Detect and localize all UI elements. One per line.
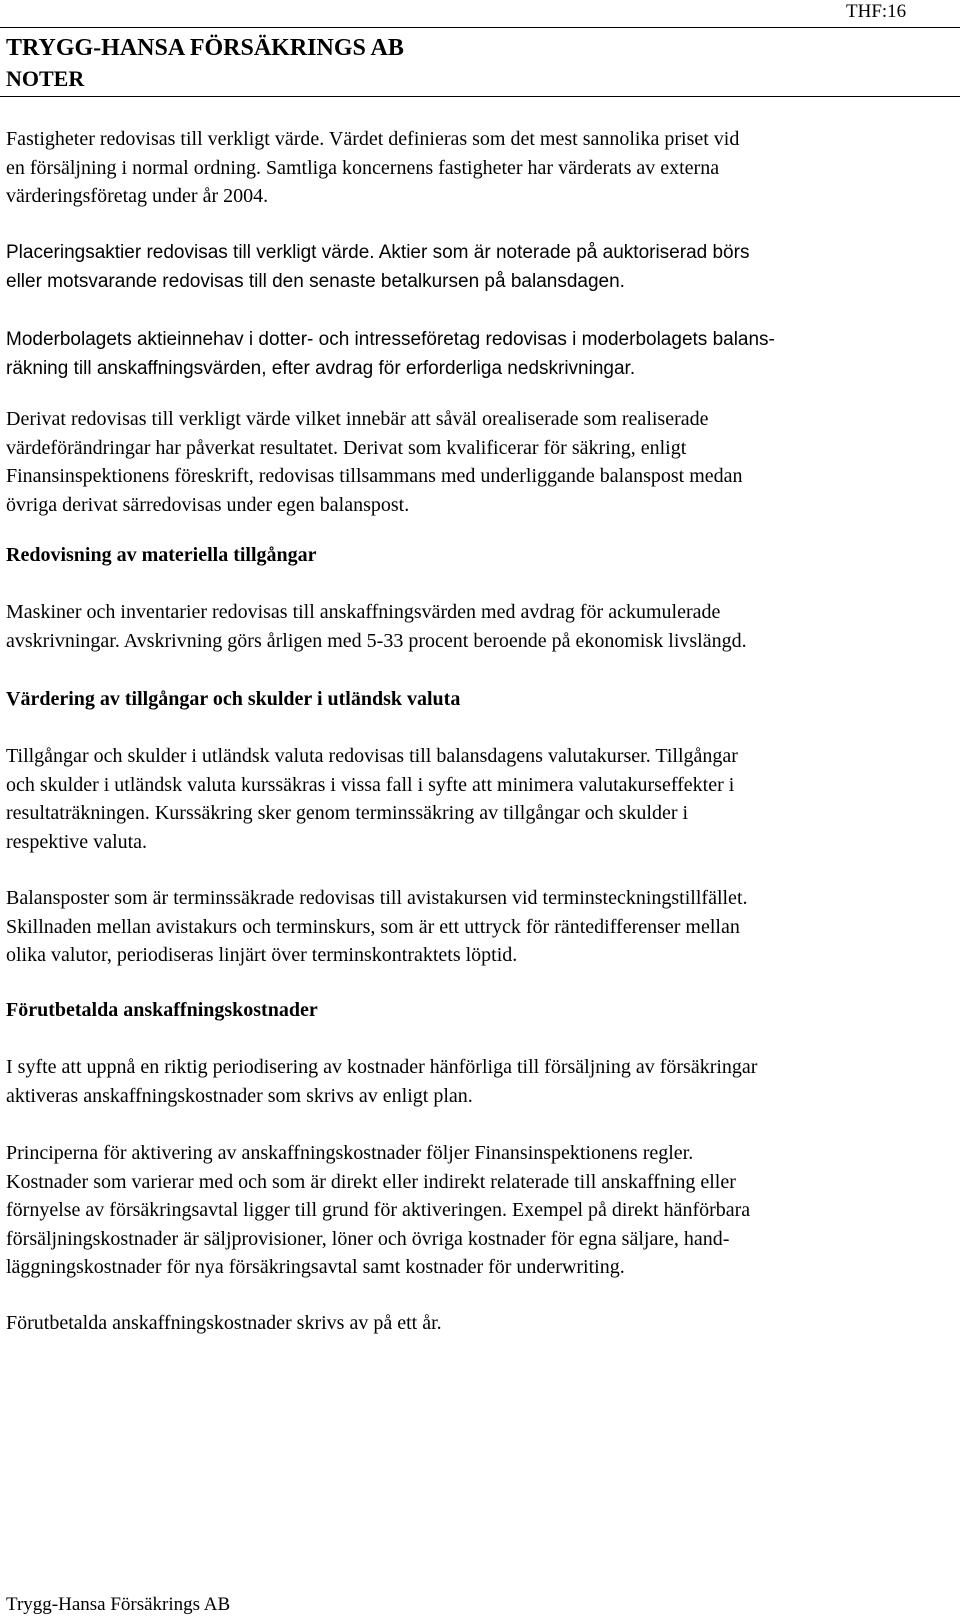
text-line: försäljningskostnader är säljprovisioner, löner och övriga kostnader för egna säljare, hand- — [6, 1227, 730, 1250]
paragraph-equipment — [6, 598, 954, 655]
paragraph-subsidiaries — [6, 326, 954, 383]
paragraph-forward-hedging — [6, 884, 954, 970]
text-line: Fastigheter redovisas till verkligt värde. Värdet definieras som det mest sannolika priset vid — [6, 128, 740, 150]
text-line: Principerna för aktivering av anskaffningskostnader följer Finansinspektionens regler. — [6, 1142, 694, 1164]
text-line: värdeförändringar har påverkat resultatet. Derivat som kvalificerar för säkring, enligt — [6, 436, 687, 459]
text-line: Kostnader som varierar med och som är direkt eller indirekt relaterade till anskaffning eller — [6, 1170, 736, 1193]
company-name: TRYGG-HANSA FÖRSÄKRINGS AB — [6, 35, 404, 61]
heading-foreign-currency: Värdering av tillgångar och skulder i utländsk valuta — [6, 688, 461, 710]
text-line: Derivat redovisas till verkligt värde vilket innebär att såväl orealiserade som realiserade — [6, 408, 709, 430]
text-line: Placeringsaktier redovisas till verkligt värde. Aktier som är noterade på auktoriserad börs — [6, 242, 750, 263]
text-line: värderingsföretag under år 2004. — [6, 185, 269, 207]
text-line: olika valutor, periodiseras linjärt över terminskontraktets löptid. — [6, 944, 518, 966]
text-line: övriga derivat särredovisas under egen balanspost. — [6, 493, 410, 516]
text-line: Förutbetalda anskaffningskostnader skrivs av på ett år. — [6, 1312, 442, 1334]
text-line: Balansposter som är terminssäkrade redovisas till avistakursen vid terminsteckningstillfället. — [6, 887, 748, 909]
heading-tangible-assets: Redovisning av materiella tillgångar — [6, 544, 317, 566]
heading-prepaid-acquisition-costs: Förutbetalda anskaffningskostnader — [6, 999, 318, 1021]
paragraph-derivatives — [6, 405, 954, 519]
header-rule-top — [0, 27, 960, 28]
text-line: avskrivningar. Avskrivning görs årligen med 5-33 procent beroende på ekonomisk livslängd. — [6, 629, 747, 652]
header-rule-bottom — [0, 96, 960, 97]
text-line: räkning till anskaffningsvärden, efter avdrag för erforderliga nedskrivningar. — [6, 357, 636, 379]
text-line: förnyelse av försäkringsavtal ligger till grund för aktiveringen. Exempel på direkt hänförbara — [6, 1199, 751, 1221]
paragraph-amortization — [6, 1309, 954, 1338]
paragraph-accrual — [6, 1053, 954, 1110]
text-line: läggningskostnader för nya försäkringsavtal samt kostnader för underwriting. — [6, 1256, 625, 1278]
page-code: THF:16 — [846, 1, 907, 22]
text-line: Maskiner och inventarier redovisas till anskaffningsvärden med avdrag för ackumulerade — [6, 601, 721, 623]
paragraph-real-estate — [6, 125, 954, 211]
text-line: en försäljning i normal ordning. Samtliga koncernens fastigheter har värderats av externa — [6, 156, 720, 179]
page-footer: Trygg-Hansa Försäkrings AB — [6, 1594, 231, 1615]
paragraph-capitalization-principles — [6, 1139, 954, 1282]
text-line: respektive valuta. — [6, 830, 148, 853]
text-line: Moderbolagets aktieinnehav i dotter- och intresseföretag redovisas i moderbolagets balans- — [6, 329, 775, 350]
text-line: och skulder i utländsk valuta kurssäkras i vissa fall i syfte att minimera valutakurseffekter i — [6, 773, 735, 796]
paragraph-currency-valuation — [6, 742, 954, 856]
text-line: eller motsvarande redovisas till den senaste betalkursen på balansdagen. — [6, 270, 625, 292]
text-line: Tillgångar och skulder i utländsk valuta redovisas till balansdagens valutakurser. Tillgångar — [6, 745, 738, 767]
paragraph-shares — [6, 239, 954, 296]
text-line: Skillnaden mellan avistakurs och terminskurs, som är ett uttryck för räntedifferenser mellan — [6, 915, 740, 938]
text-line: resultaträkningen. Kurssäkring sker genom terminssäkring av tillgångar och skulder i — [6, 802, 689, 824]
text-line: Finansinspektionens föreskrift, redovisas tillsammans med underliggande balanspost medan — [6, 465, 743, 487]
text-line: I syfte att uppnå en riktig periodisering av kostnader hänförliga till försäljning av försäkringar — [6, 1056, 758, 1078]
text-line: aktiveras anskaffningskostnader som skrivs av enligt plan. — [6, 1084, 473, 1107]
section-title: NOTER — [6, 66, 85, 91]
